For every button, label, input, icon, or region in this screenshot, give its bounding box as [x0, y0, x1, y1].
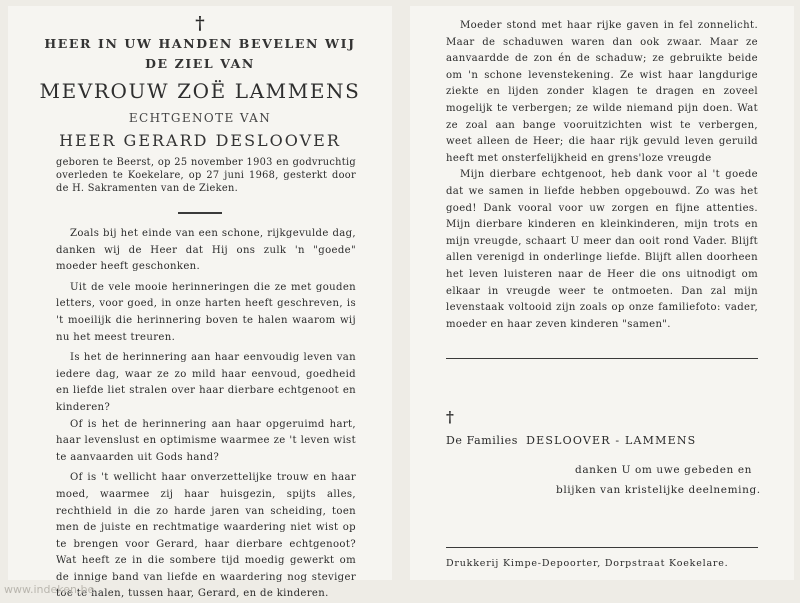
- divider: [446, 358, 758, 359]
- thanks-line-1: danken U om uwe gebeden en: [575, 464, 753, 476]
- paragraph: Is het de herinnering aan haar eenvoudig leven van iedere dag, waar ze zo mild haar eenvoud, goedheid en liefde liet stralen over haar dierbare echtgenoot en kinderen?: [56, 352, 356, 413]
- family-line: [446, 434, 696, 447]
- intro-line-1: HEER IN UW HANDEN BEVELEN WIJ: [44, 36, 356, 51]
- watermark: www.indeken.be: [4, 583, 95, 596]
- paragraph: Zoals bij het einde van een schone, rijkgevulde dag, danken wij de Heer dat Hij ons zulk 'n "goede" moeder heeft geschonken.: [56, 228, 356, 273]
- family-names: DESLOOVER - LAMMENS: [526, 434, 697, 447]
- cross-icon: †: [195, 13, 205, 34]
- right-page: [410, 6, 794, 580]
- spouse-label: ECHTGENOTE VAN: [128, 111, 272, 125]
- deceased-name: MEVROUW ZOË LAMMENS: [39, 79, 361, 103]
- paragraph: Mijn dierbare echtgenoot, heb dank voor al 't goede dat we samen in liefde hebben opgebouwd. Zo was het goed! Dank vooral voor uw zorgen en fijne attenties. Mijn dierbare kinderen en kleinkinderen, mijn trots en mijn vreugde, schaart U meer dan ooit rond Vader. Blijft allen verenigd in onderlinge liefde. Blijft allen doorheen het leven luisteren naar de Heer die ons uitnodigt om elkaar in vreugde weer te ontmoeten. Dan zal mijn levenstaak voltooid zijn zoals op onze familiefoto: vader, moeder en haar zeven kinderen "samen".: [446, 169, 758, 330]
- divider: [446, 547, 758, 548]
- paragraph: Moeder stond met haar rijke gaven in fel zonnelicht. Maar de schaduwen waren dan ook zwaar. Maar ze aanvaardde de zon én de schaduw; ze gebruikte beide om 'n schone levenstekening. Ze wist haar langdurige ziekte en lijden zonder klagen te dragen en zoveel mogelijk te verbergen; ze wilde niemand pijn doen. Wat ze zoal aan bange vooruitzichten wist te verbergen, weet alleen de Heer; die haar rijk gevuld leven geruild heeft met onsterfelijkheid en grens'loze vreugde: [446, 20, 758, 164]
- thanks-line-2: blijken van kristelijke deelneming.: [556, 484, 761, 496]
- cross-icon: †: [446, 408, 454, 426]
- printer-credit: Drukkerij Kimpe-Depoorter, Dorpstraat Koekelare.: [446, 558, 729, 569]
- paragraph: Of is het de herinnering aan haar opgeruimd hart, haar levenslust en optimisme waarmee ze 't leven wist te aanvaarden uit Gods hand?: [56, 418, 356, 463]
- spouse-name: HEER GERARD DESLOOVER: [59, 131, 341, 150]
- right-text: [446, 18, 758, 333]
- intro-line-2: DE ZIEL VAN: [145, 56, 255, 71]
- family-prefix: De Families: [446, 434, 519, 447]
- divider: [178, 212, 222, 214]
- paragraph: Uit de vele mooie herinneringen die ze met gouden letters, voor goed, in onze harten heeft geschreven, is 't moeilijk die herinnering boven te halen waarom wij nu het meest treuren.: [56, 281, 356, 343]
- paragraph: Of is 't wellicht haar onverzettelijke trouw en haar moed, waarmee zij haar huisgezin, spijts alles, rechthield in die zo harde jaren van scheiding, toen men de juiste en rechtmatige waardering niet wist op te brengen voor Gerard, haar dierbare echtgenoot? Wat heeft ze in die sombere tijd moedig gewerkt om de innige band van liefde en waardering nog steviger toe te halen, tussen haar, Gerard, en de kinderen.: [56, 472, 356, 600]
- left-text: [56, 226, 356, 603]
- birth-death-info: geboren te Beerst, op 25 november 1903 en godvruchtig overleden te Koekelare, op 27 juni 1968, gesterkt door de H. Sakramenten van de Zieken.: [56, 157, 356, 194]
